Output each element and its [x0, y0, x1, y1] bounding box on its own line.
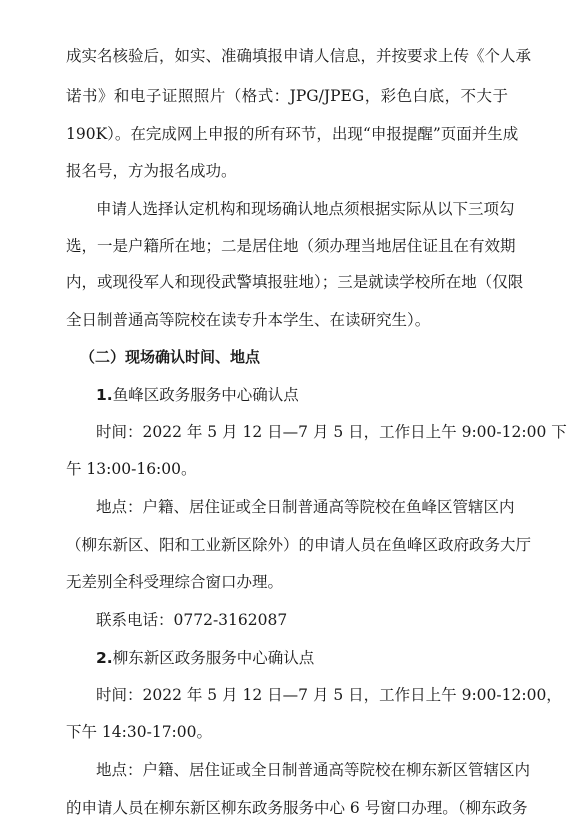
section-heading: （二）现场确认时间、地点: [80, 348, 261, 366]
paragraph-select-line-2: 选，一是户籍所在地；二是居住地（须办理当地居住证且在有效期: [66, 237, 516, 255]
point-2-place-line-2: 的申请人员在柳东新区柳东政务服务中心 6 号窗口办理。（柳东政务: [66, 799, 528, 817]
point-2-title-row: [96, 645, 314, 671]
point-1-number: 1.: [96, 386, 113, 404]
point-1-place-line-3: 无差别全科受理综合窗口办理。: [66, 573, 284, 591]
point-2-time-line-1: 时间：2022 年 5 月 12 日—7 月 5 日，工作日上午 9:00-12:00，: [96, 686, 562, 704]
point-2-place-line-1: 地点：户籍、居住证或全日制普通高等院校在柳东新区管辖区内: [96, 761, 531, 779]
point-1-title-row: [96, 382, 299, 408]
paragraph-select-line-3: 内，或现役军人和现役武警填报驻地）；三是就读学校所在地（仅限: [66, 273, 524, 291]
point-2-time-line-2: 下午 14:30-17:00。: [66, 723, 213, 741]
point-1-title: 鱼峰区政务服务中心确认点: [112, 386, 299, 404]
point-1-place-line-1: 地点：户籍、居住证或全日制普通高等院校在鱼峰区管辖区内: [96, 498, 515, 516]
point-2-number: 2.: [96, 649, 113, 667]
paragraph-upload-line-4: 报名号，方为报名成功。: [66, 162, 237, 180]
paragraph-upload-line-2: 诺书》和电子证照照片（格式：JPG/JPEG，彩色白底，不大于: [66, 87, 508, 105]
paragraph-upload-line-1: 成实名核验后，如实、准确填报申请人信息，并按要求上传《个人承: [66, 47, 532, 65]
paragraph-select-line-1: 申请人选择认定机构和现场确认地点须根据实际从以下三项勾: [96, 200, 515, 218]
point-1-place-line-2: （柳东新区、阳和工业新区除外）的申请人员在鱼峰区政府政务大厅: [66, 536, 532, 554]
paragraph-select-line-4: 全日制普通高等院校在读专升本学生、在读研究生）。: [66, 311, 431, 329]
point-1-time-line-2: 午 13:00-16:00。: [66, 460, 197, 478]
point-1-phone: 联系电话：0772-3162087: [96, 611, 288, 629]
point-2-title: 柳东新区政务服务中心确认点: [112, 649, 315, 667]
point-1-time-line-1: 时间：2022 年 5 月 12 日—7 月 5 日，工作日上午 9:00-12:00 下: [96, 423, 567, 441]
paragraph-upload-line-3: 190K）。在完成网上申报的所有环节，出现“申报提醒”页面并生成: [66, 125, 519, 143]
